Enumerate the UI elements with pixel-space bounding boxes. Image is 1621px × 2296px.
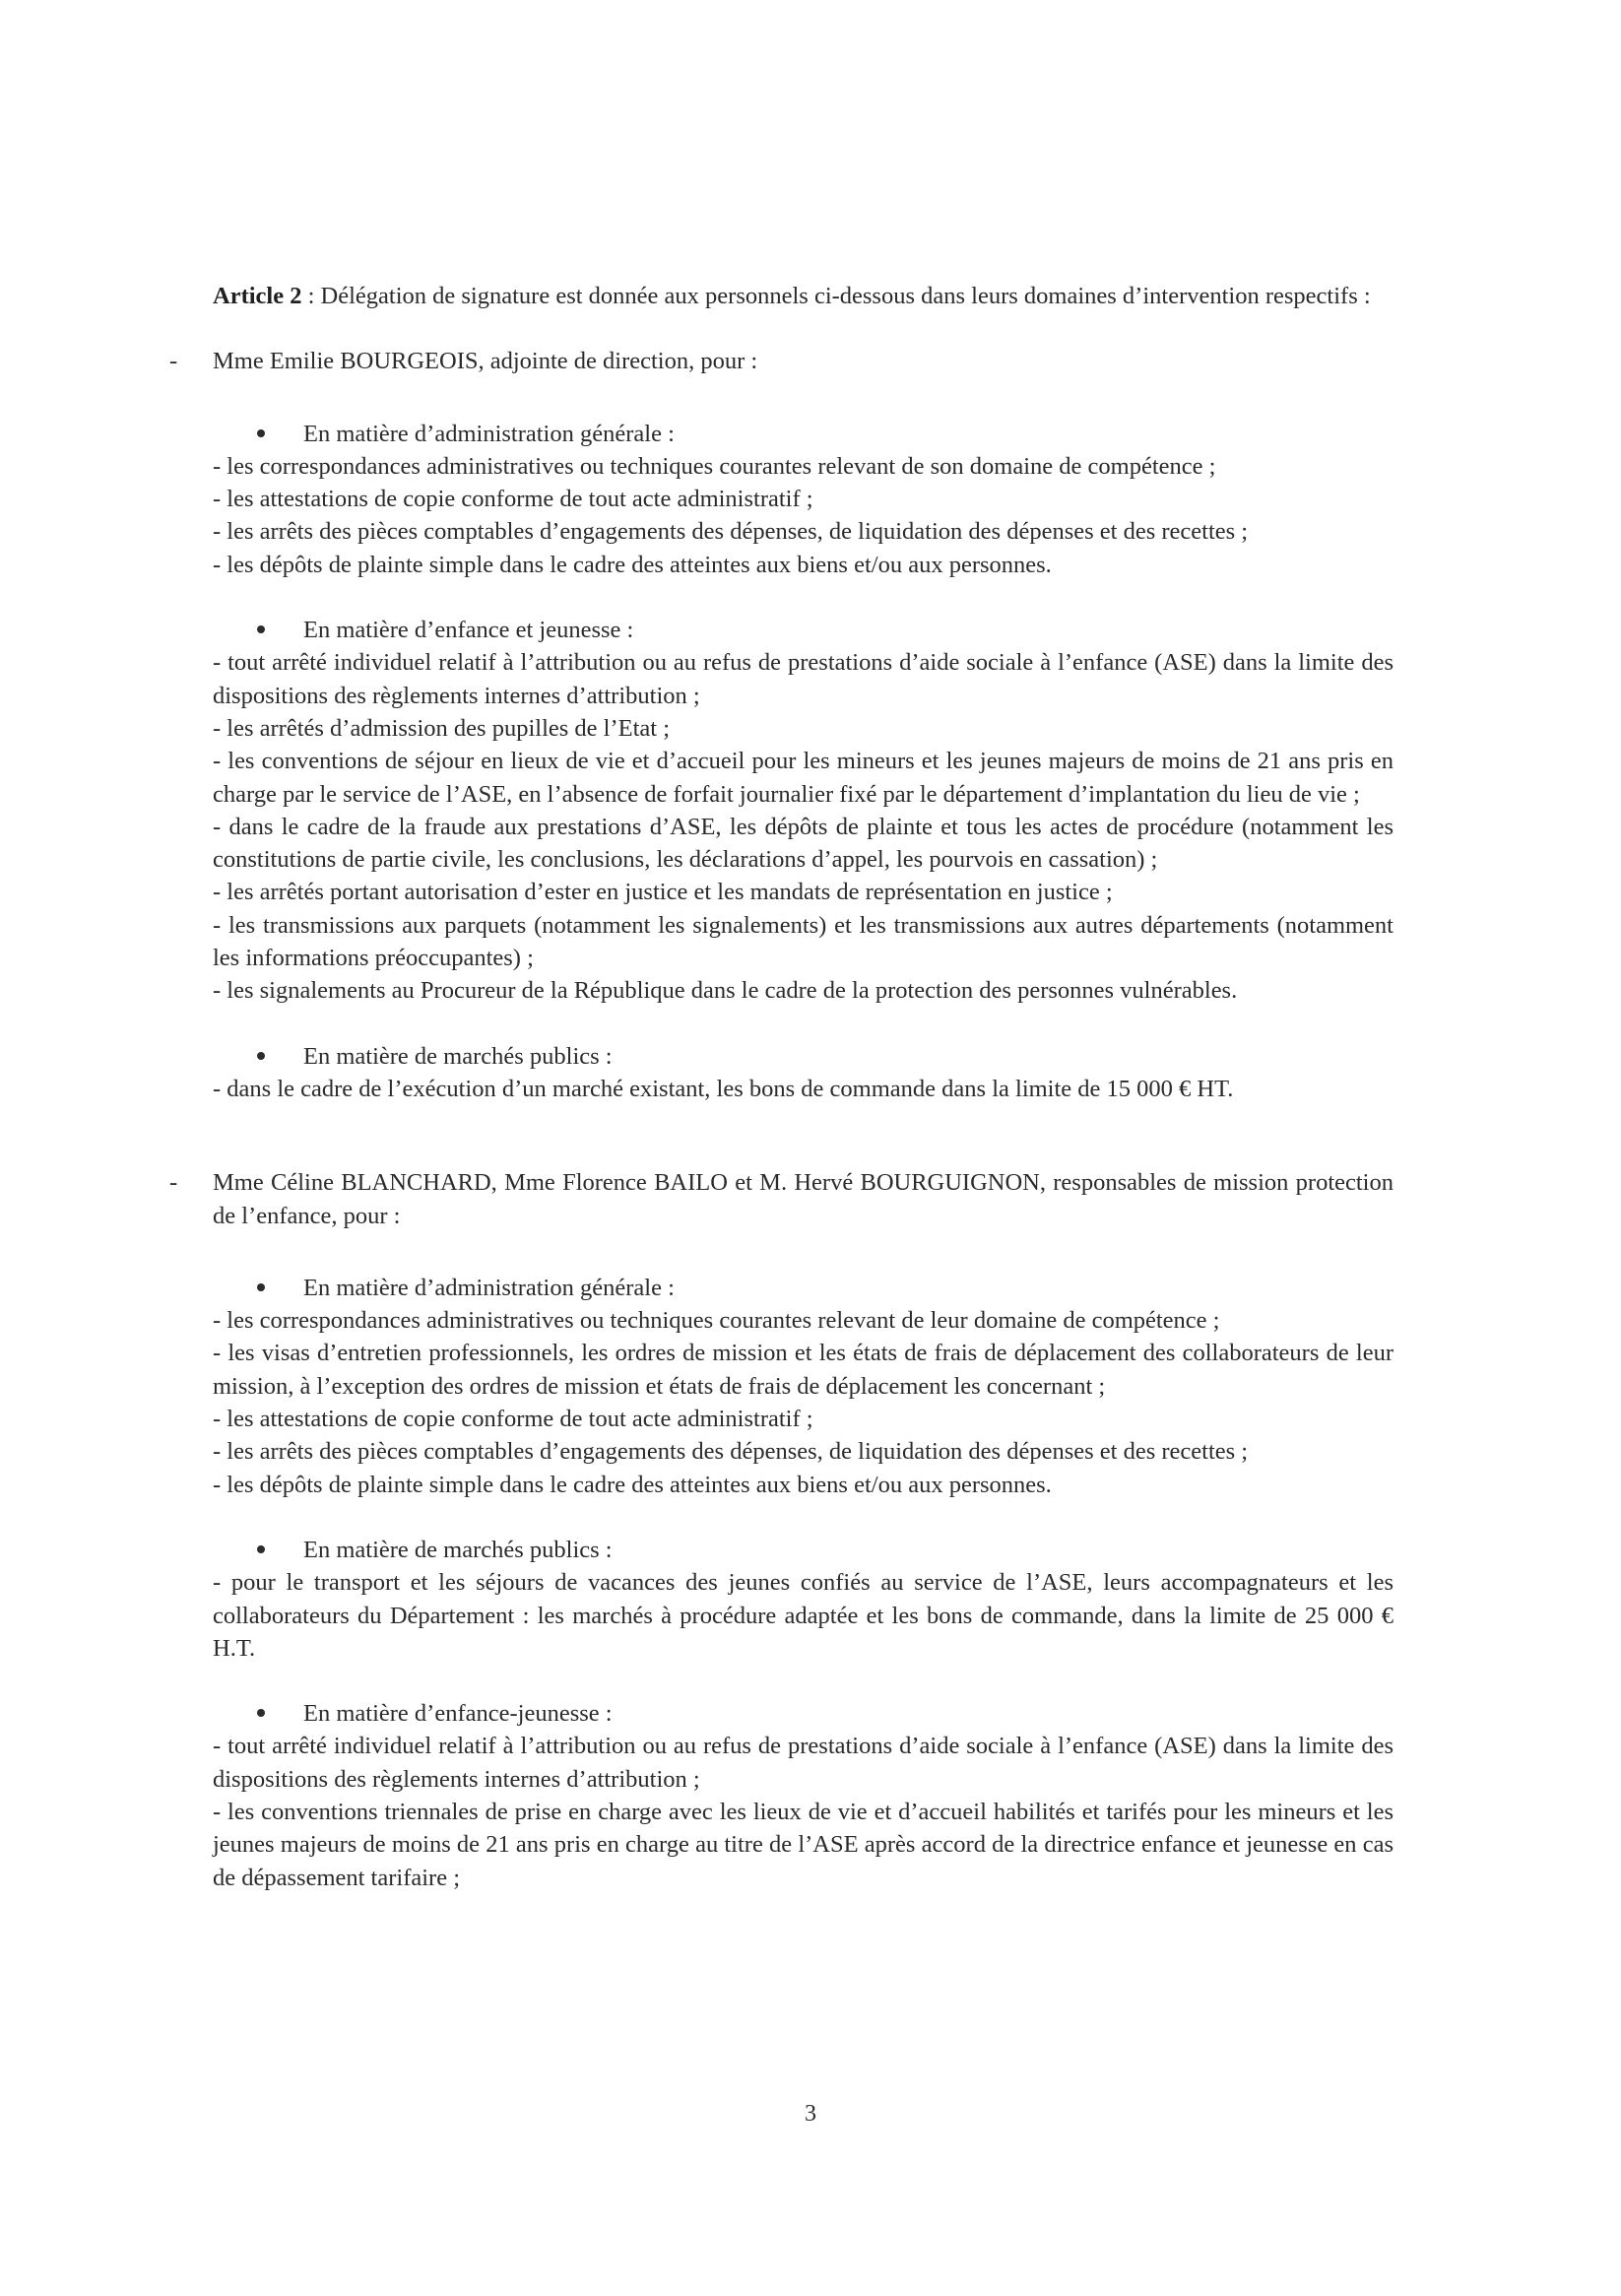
dash-marker: - bbox=[169, 348, 178, 375]
delegate-person-1 bbox=[169, 345, 1394, 377]
list-item: - dans le cadre de l’exécution d’un marché existant, les bons de commande dans la limite de 15 000 € HT. bbox=[213, 1075, 1234, 1102]
delegate-person-2 bbox=[169, 1166, 1394, 1232]
section-heading bbox=[213, 1040, 1394, 1073]
list-item: - les arrêts des pièces comptables d’engagements des dépenses, de liquidation des dépenses et des recettes ; bbox=[213, 1438, 1249, 1466]
bullet-icon bbox=[257, 1709, 265, 1717]
section-title: En matière d’enfance et jeunesse : bbox=[303, 617, 634, 644]
section-heading bbox=[213, 1697, 1394, 1730]
list-item: - les arrêts des pièces comptables d’engagements des dépenses, de liquidation des dépenses et des recettes ; bbox=[213, 518, 1249, 546]
article-paragraph bbox=[213, 280, 1394, 312]
list-item: - pour le transport et les séjours de vacances des jeunes confiés au service de l’ASE, leurs accompagnateurs et les collaborateurs du Département : les marchés à procédure adaptée et les bons de commande, dans la limite de 25 000 € H.T. bbox=[213, 1569, 1394, 1662]
list-item: - les attestations de copie conforme de tout acte administratif ; bbox=[213, 486, 813, 513]
list-item: - les correspondances administratives ou techniques courantes relevant de son domaine de compétence ; bbox=[213, 452, 1216, 480]
bullet-icon bbox=[257, 625, 265, 633]
section-title: En matière d’administration générale : bbox=[303, 1274, 675, 1301]
list-item: - les correspondances administratives ou techniques courantes relevant de leur domaine de compétence ; bbox=[213, 1307, 1220, 1335]
section-heading bbox=[213, 418, 1394, 450]
bullet-icon bbox=[257, 1545, 265, 1553]
section-title: En matière de marchés publics : bbox=[303, 1536, 613, 1563]
page-content bbox=[169, 280, 1394, 1894]
list-item: - les attestations de copie conforme de tout acte administratif ; bbox=[213, 1406, 813, 1433]
list-item: - les transmissions aux parquets (notamment les signalements) et les transmissions aux autres départements (notamment les informations préoccupantes) ; bbox=[213, 911, 1394, 972]
list-item: - tout arrêté individuel relatif à l’attribution ou au refus de prestations d’aide sociale à l’enfance (ASE) dans la limite des dispositions des règlements internes d’attribution ; bbox=[213, 1733, 1394, 1793]
article-text: : Délégation de signature est donnée aux personnels ci-dessous dans leurs domaines d’intervention respectifs : bbox=[301, 283, 1371, 309]
list-item: - les conventions triennales de prise en charge avec les lieux de vie et d’accueil habilités et tarifés pour les mineurs et les jeunes majeurs de moins de 21 ans pris en charge au titre de l’ASE après accord de la directrice enfance et jeunesse en cas de dépassement tarifaire ; bbox=[213, 1798, 1394, 1891]
list-item: - les signalements au Procureur de la République dans le cadre de la protection des personnes vulnérables. bbox=[213, 977, 1238, 1005]
section-heading bbox=[213, 1534, 1394, 1566]
section-title: En matière d’administration générale : bbox=[303, 420, 675, 447]
list-item: - les dépôts de plainte simple dans le cadre des atteintes aux biens et/ou aux personnes. bbox=[213, 551, 1052, 578]
page-number: 3 bbox=[805, 2101, 816, 2127]
list-item: - tout arrêté individuel relatif à l’attribution ou au refus de prestations d’aide sociale à l’enfance (ASE) dans la limite des dispositions des règlements internes d’attribution ; bbox=[213, 649, 1394, 709]
list-item: - les conventions de séjour en lieux de vie et d’accueil pour les mineurs et les jeunes majeurs de moins de 21 ans pris en charge par le service de l’ASE, en l’absence de forfait journalier fixé par le département d’implantation du lieu de vie ; bbox=[213, 748, 1394, 808]
list-item: - les visas d’entretien professionnels, les ordres de mission et les états de frais de déplacement des collaborateurs de leur mission, à l’exception des ordres de mission et états de frais de déplacement les concernant ; bbox=[213, 1340, 1394, 1400]
list-item: - dans le cadre de la fraude aux prestations d’ASE, les dépôts de plainte et tous les actes de procédure (notamment les constitutions de partie civile, les conclusions, les déclarations d’appel, les pourvois en cassation) ; bbox=[213, 813, 1394, 874]
dash-marker: - bbox=[169, 1169, 178, 1197]
section-title: En matière de marchés publics : bbox=[303, 1042, 613, 1070]
list-item: - les arrêtés d’admission des pupilles de l’Etat ; bbox=[213, 714, 671, 742]
delegate-name: Mme Emilie BOURGEOIS, adjointe de direction, pour : bbox=[213, 348, 758, 375]
bullet-icon bbox=[257, 1283, 265, 1291]
article-label: Article 2 bbox=[213, 283, 302, 309]
delegate-name: Mme Céline BLANCHARD, Mme Florence BAILO et M. Hervé BOURGUIGNON, responsables de mission protection de l’enfance, pour : bbox=[213, 1169, 1394, 1229]
list-item: - les dépôts de plainte simple dans le cadre des atteintes aux biens et/ou aux personnes. bbox=[213, 1471, 1052, 1498]
section-title: En matière d’enfance-jeunesse : bbox=[303, 1700, 613, 1728]
section-heading bbox=[213, 1272, 1394, 1304]
bullet-icon bbox=[257, 429, 265, 437]
bullet-icon bbox=[257, 1052, 265, 1060]
list-item: - les arrêtés portant autorisation d’ester en justice et les mandats de représentation en justice ; bbox=[213, 879, 1113, 906]
section-heading bbox=[213, 614, 1394, 646]
